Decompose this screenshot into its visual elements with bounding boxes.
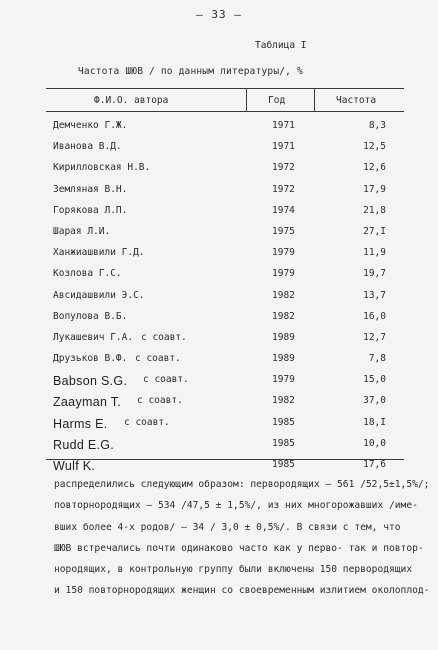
paragraph-line: вших более 4-х родов/ – 34 / 3,0 ± 0,5%/. В связи с тем, что xyxy=(54,521,401,533)
column-divider xyxy=(246,89,247,111)
author-name: Rudd E.G. xyxy=(53,437,115,452)
year-cell: 1974 xyxy=(272,204,295,216)
paragraph-line: и 150 повторнородящих женщин со своевременным излитием околоплод- xyxy=(54,585,430,597)
table-row xyxy=(46,265,404,286)
frequency-cell: 17,9 xyxy=(363,183,386,195)
table-row xyxy=(46,287,404,308)
coauthors-note: с соавт. xyxy=(124,416,170,428)
author-name: Земляная В.Н. xyxy=(53,183,128,195)
table-row xyxy=(46,371,404,392)
frequency-cell: 37,0 xyxy=(363,395,386,407)
year-cell: 1972 xyxy=(272,183,295,195)
frequency-cell: 18,I xyxy=(363,416,386,428)
frequency-cell: 12,7 xyxy=(363,331,386,343)
frequency-cell: 15,0 xyxy=(363,374,386,386)
page-number: – 33 – xyxy=(196,8,242,21)
author-name: Babson S.G. xyxy=(53,374,128,389)
header-author: Ф.И.О. автора xyxy=(94,95,169,106)
year-cell: 1989 xyxy=(272,353,295,365)
year-cell: 1971 xyxy=(272,141,295,153)
author-name: Ханжиашвили Г.Д. xyxy=(53,247,145,259)
frequency-cell: 12,5 xyxy=(363,141,386,153)
table-row xyxy=(46,435,404,456)
author-name: Wulf K. xyxy=(53,459,96,473)
table-row xyxy=(46,223,404,244)
table-row xyxy=(46,329,404,350)
table-row xyxy=(46,308,404,329)
table-row xyxy=(46,414,404,435)
body-paragraph xyxy=(54,474,430,602)
table-bottom-rule xyxy=(46,459,404,460)
table-header xyxy=(46,88,404,112)
table-row xyxy=(46,202,404,223)
author-name: Горякова Л.П. xyxy=(53,204,128,216)
frequency-cell: 16,0 xyxy=(363,310,386,322)
author-name: Иванова В.Д. xyxy=(53,141,122,153)
table-row xyxy=(46,159,404,180)
frequency-cell: 27,I xyxy=(363,225,386,237)
author-name: Козлова Г.С. xyxy=(53,268,122,280)
year-cell: 1979 xyxy=(272,247,295,259)
paragraph-line: ШЮВ встречались почти одинаково часто как у перво- так и повтор- xyxy=(54,542,424,554)
paragraph-line: повторнородящих – 534 /47,5 ± 1,5%/, из них многорожавших /име- xyxy=(54,500,418,512)
frequency-cell: 21,8 xyxy=(363,204,386,216)
frequency-cell: 7,8 xyxy=(368,353,386,365)
frequency-cell: 12,6 xyxy=(363,162,386,174)
year-cell: 1979 xyxy=(272,374,295,386)
header-frequency: Частота xyxy=(336,95,377,106)
year-cell: 1972 xyxy=(272,162,295,174)
year-cell: 1985 xyxy=(272,437,295,449)
author-name: Демченко Г.Ж. xyxy=(53,120,128,131)
author-name: Лукашевич Г.А. xyxy=(53,331,134,343)
table-row xyxy=(46,392,404,413)
year-cell: 1975 xyxy=(272,225,295,237)
author-name: Кирилловская Н.В. xyxy=(53,162,151,174)
author-name: Zaayman T. xyxy=(53,395,122,410)
frequency-cell: 10,0 xyxy=(363,437,386,449)
frequency-cell: 19,7 xyxy=(363,268,386,280)
header-year: Год xyxy=(268,95,286,106)
year-cell: 1979 xyxy=(272,268,295,280)
column-divider xyxy=(314,89,315,111)
table-row xyxy=(46,244,404,265)
frequency-cell: 17,6 xyxy=(363,459,386,470)
coauthors-note: с соавт. xyxy=(137,395,183,407)
author-name: Harms E. xyxy=(53,416,108,431)
author-name: Друзьков В.Ф. xyxy=(53,353,128,365)
frequency-cell: 8,3 xyxy=(368,120,386,131)
table-caption: Частота ШЮВ / по данным литературы/, % xyxy=(78,66,303,77)
paragraph-line: нородящих, в контрольную группу были включены 150 первородящих xyxy=(54,564,413,576)
paragraph-line: распределились следующим образом: первородящих – 561 /52,5±1,5%/; xyxy=(54,479,430,490)
author-name: Вопулова В.Б. xyxy=(53,310,128,322)
year-cell: 1982 xyxy=(272,395,295,407)
author-name: Авсидашвили Э.С. xyxy=(53,289,145,301)
table-row xyxy=(46,117,404,138)
year-cell: 1985 xyxy=(272,459,295,470)
table-body xyxy=(46,117,404,477)
year-cell: 1985 xyxy=(272,416,295,428)
author-name: Шарая Л.И. xyxy=(53,225,111,237)
year-cell: 1982 xyxy=(272,310,295,322)
coauthors-note: с соавт. xyxy=(141,331,187,343)
year-cell: 1982 xyxy=(272,289,295,301)
year-cell: 1989 xyxy=(272,331,295,343)
year-cell: 1971 xyxy=(272,120,295,131)
table-label: Таблица I xyxy=(255,40,307,51)
table-row xyxy=(46,138,404,159)
frequency-cell: 13,7 xyxy=(363,289,386,301)
table-row xyxy=(46,181,404,202)
frequency-cell: 11,9 xyxy=(363,247,386,259)
coauthors-note: с соавт. xyxy=(143,374,189,386)
coauthors-note: с соавт. xyxy=(135,353,181,365)
table-row xyxy=(46,350,404,371)
header-row xyxy=(46,89,404,112)
